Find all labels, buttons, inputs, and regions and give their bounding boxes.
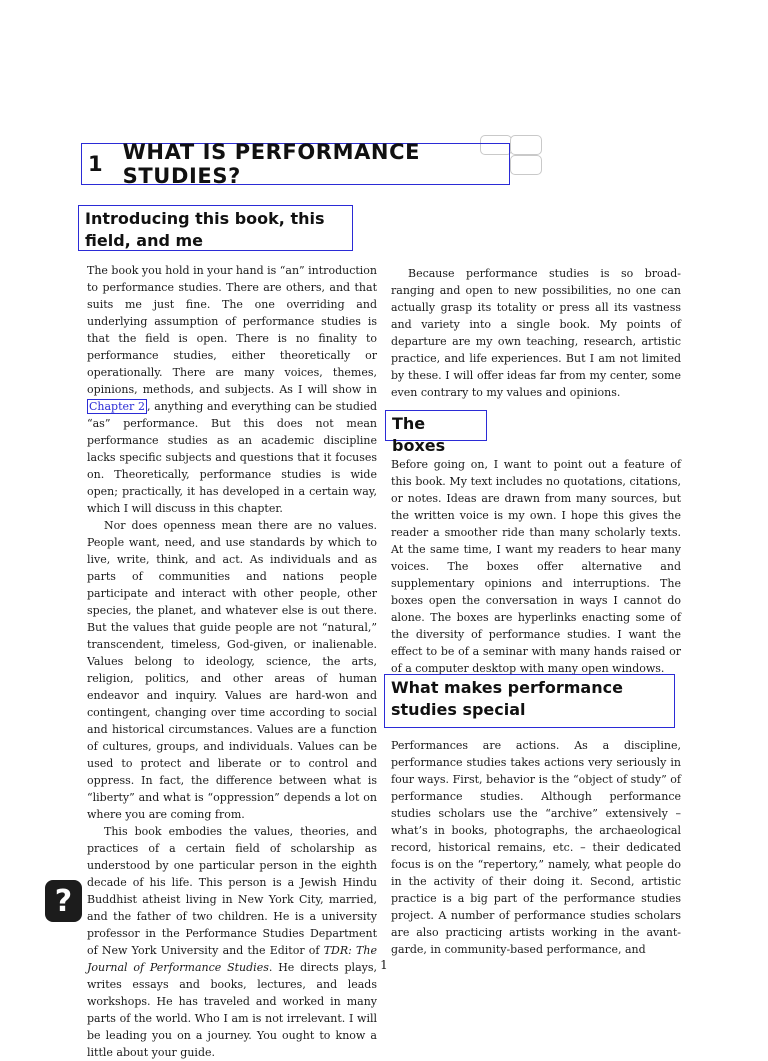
paragraph-special: Performances are actions. As a discipline, performance studies takes actions very seriously in four ways. First, behavior is the “object of study” of performance studies. Although performance studies scholars use the “archive” extensively – what’s in books, photographs, the archaeological record, historical remains, etc. – their dedicated focus is on the “repertory,” namely, what people do in the activity of their doing it. Second, artistic practice is a big part of the performance studies project. A number of performance studies scholars are also practicing artists working in the avant-garde, in community-based performance, and xyxy=(391,739,681,956)
special-text xyxy=(391,737,681,958)
paragraph-3-text-a: This book embodies the values, theories, and practices of a certain field of scholarship as understood by one particular person in the eighth decade of his life. This person is a Jewish Hindu Buddhist atheist living in New York City, married, and the father of two children. He is a university professor in the Performance Studies Department of New York University and the Editor of xyxy=(87,825,377,957)
section-heading-introducing-label: Introducing this book, this field, and me xyxy=(85,209,325,250)
paragraph-2: Nor does openness mean there are no values. People want, need, and use standards by which to live, write, think, and act. As individuals and as parts of communities and nations people participate and interact with other people, other species, the planet, and whatever else is out there. But the values that guide people are not “natural,” transcendent, timeless, God-given, or inalienable. Values belong to ideology, science, the arts, religion, politics, and other areas of human endeavor and inquiry. Values are hard-won and contingent, changing over time according to social and historical circumstances. Values are a function of cultures, groups, and individuals. Values can be used to protect and liberate or to control and oppress. In fact, the difference between what is “liberty” and what is “oppression” depends a lot on where you are coming from. xyxy=(87,519,377,821)
question-mark-icon[interactable] xyxy=(45,880,82,922)
section-heading-boxes-label: The boxes xyxy=(392,414,446,455)
section-heading-special-label: What makes performance studies special xyxy=(391,678,623,719)
paragraph-1-text-a: The book you hold in your hand is “an” introduction to performance studies. There are others, and that suits me just fine. The one overriding and underlying assumption of performance studies is that the field is open. There is no finality to performance studies, either theoretically or operationally. There are many voices, themes, opinions, methods, and subjects. As I will show in xyxy=(87,264,377,396)
paragraph-1 xyxy=(87,262,377,517)
journal-title: TDR: The Journal of Performance Studies xyxy=(87,944,377,974)
page-number: 1 xyxy=(380,958,388,972)
ghost-window-2 xyxy=(510,135,542,155)
section-heading-boxes xyxy=(385,410,487,455)
chapter-title: WHAT IS PERFORMANCE STUDIES? xyxy=(122,140,421,188)
chapter-2-link[interactable]: Chapter 2 xyxy=(89,400,146,413)
boxes-text xyxy=(391,456,681,677)
ghost-window-3 xyxy=(510,155,542,175)
left-column xyxy=(87,262,377,1061)
paragraph-3 xyxy=(87,823,377,1061)
right-column-intro xyxy=(391,265,681,401)
paragraph-intro: Because performance studies is so broad-ranging and open to new possibilities, no one can actually grasp its totality or press all its vastness and variety into a single book. My points of departure are my own teaching, research, artistic practice, and life experiences. But I am not limited by these. I will offer ideas far from my center, some even contrary to my values and opinions. xyxy=(391,267,681,399)
question-mark-glyph: ? xyxy=(54,883,73,919)
section-heading-introducing xyxy=(78,205,353,251)
section-heading-special xyxy=(384,674,675,728)
chapter-number: 1 xyxy=(88,152,104,176)
paragraph-boxes: Before going on, I want to point out a feature of this book. My text includes no quotations, citations, or notes. Ideas are drawn from many sources, but the written voice is my own. I hope this gives the reader a smoother ride than many scholarly texts. At the same time, I want my readers to hear many voices. The boxes offer alternative and supplementary opinions and interruptions. The boxes open the conversation in ways I cannot do alone. The boxes are hyperlinks enacting some of the diversity of performance studies. I want the effect to be of a seminar with many hands raised or of a computer desktop with many open windows. xyxy=(391,458,681,675)
paragraph-3-text-b: . He directs plays, writes essays and books, lectures, and leads workshops. He has traveled and worked in many parts of the world. Who I am is not irrelevant. I will be leading you on a journey. You ought to know a little about your guide. xyxy=(87,961,377,1059)
chapter-title-box xyxy=(81,140,510,188)
paragraph-1-text-b: , anything and everything can be studied “as” performance. But this does not mean performance studies as an academic discipline lacks specific subjects and questions that it focuses on. Theoretically, performance studies is wide open; practically, it has developed in a certain way, which I will discuss in this chapter. xyxy=(87,400,377,515)
